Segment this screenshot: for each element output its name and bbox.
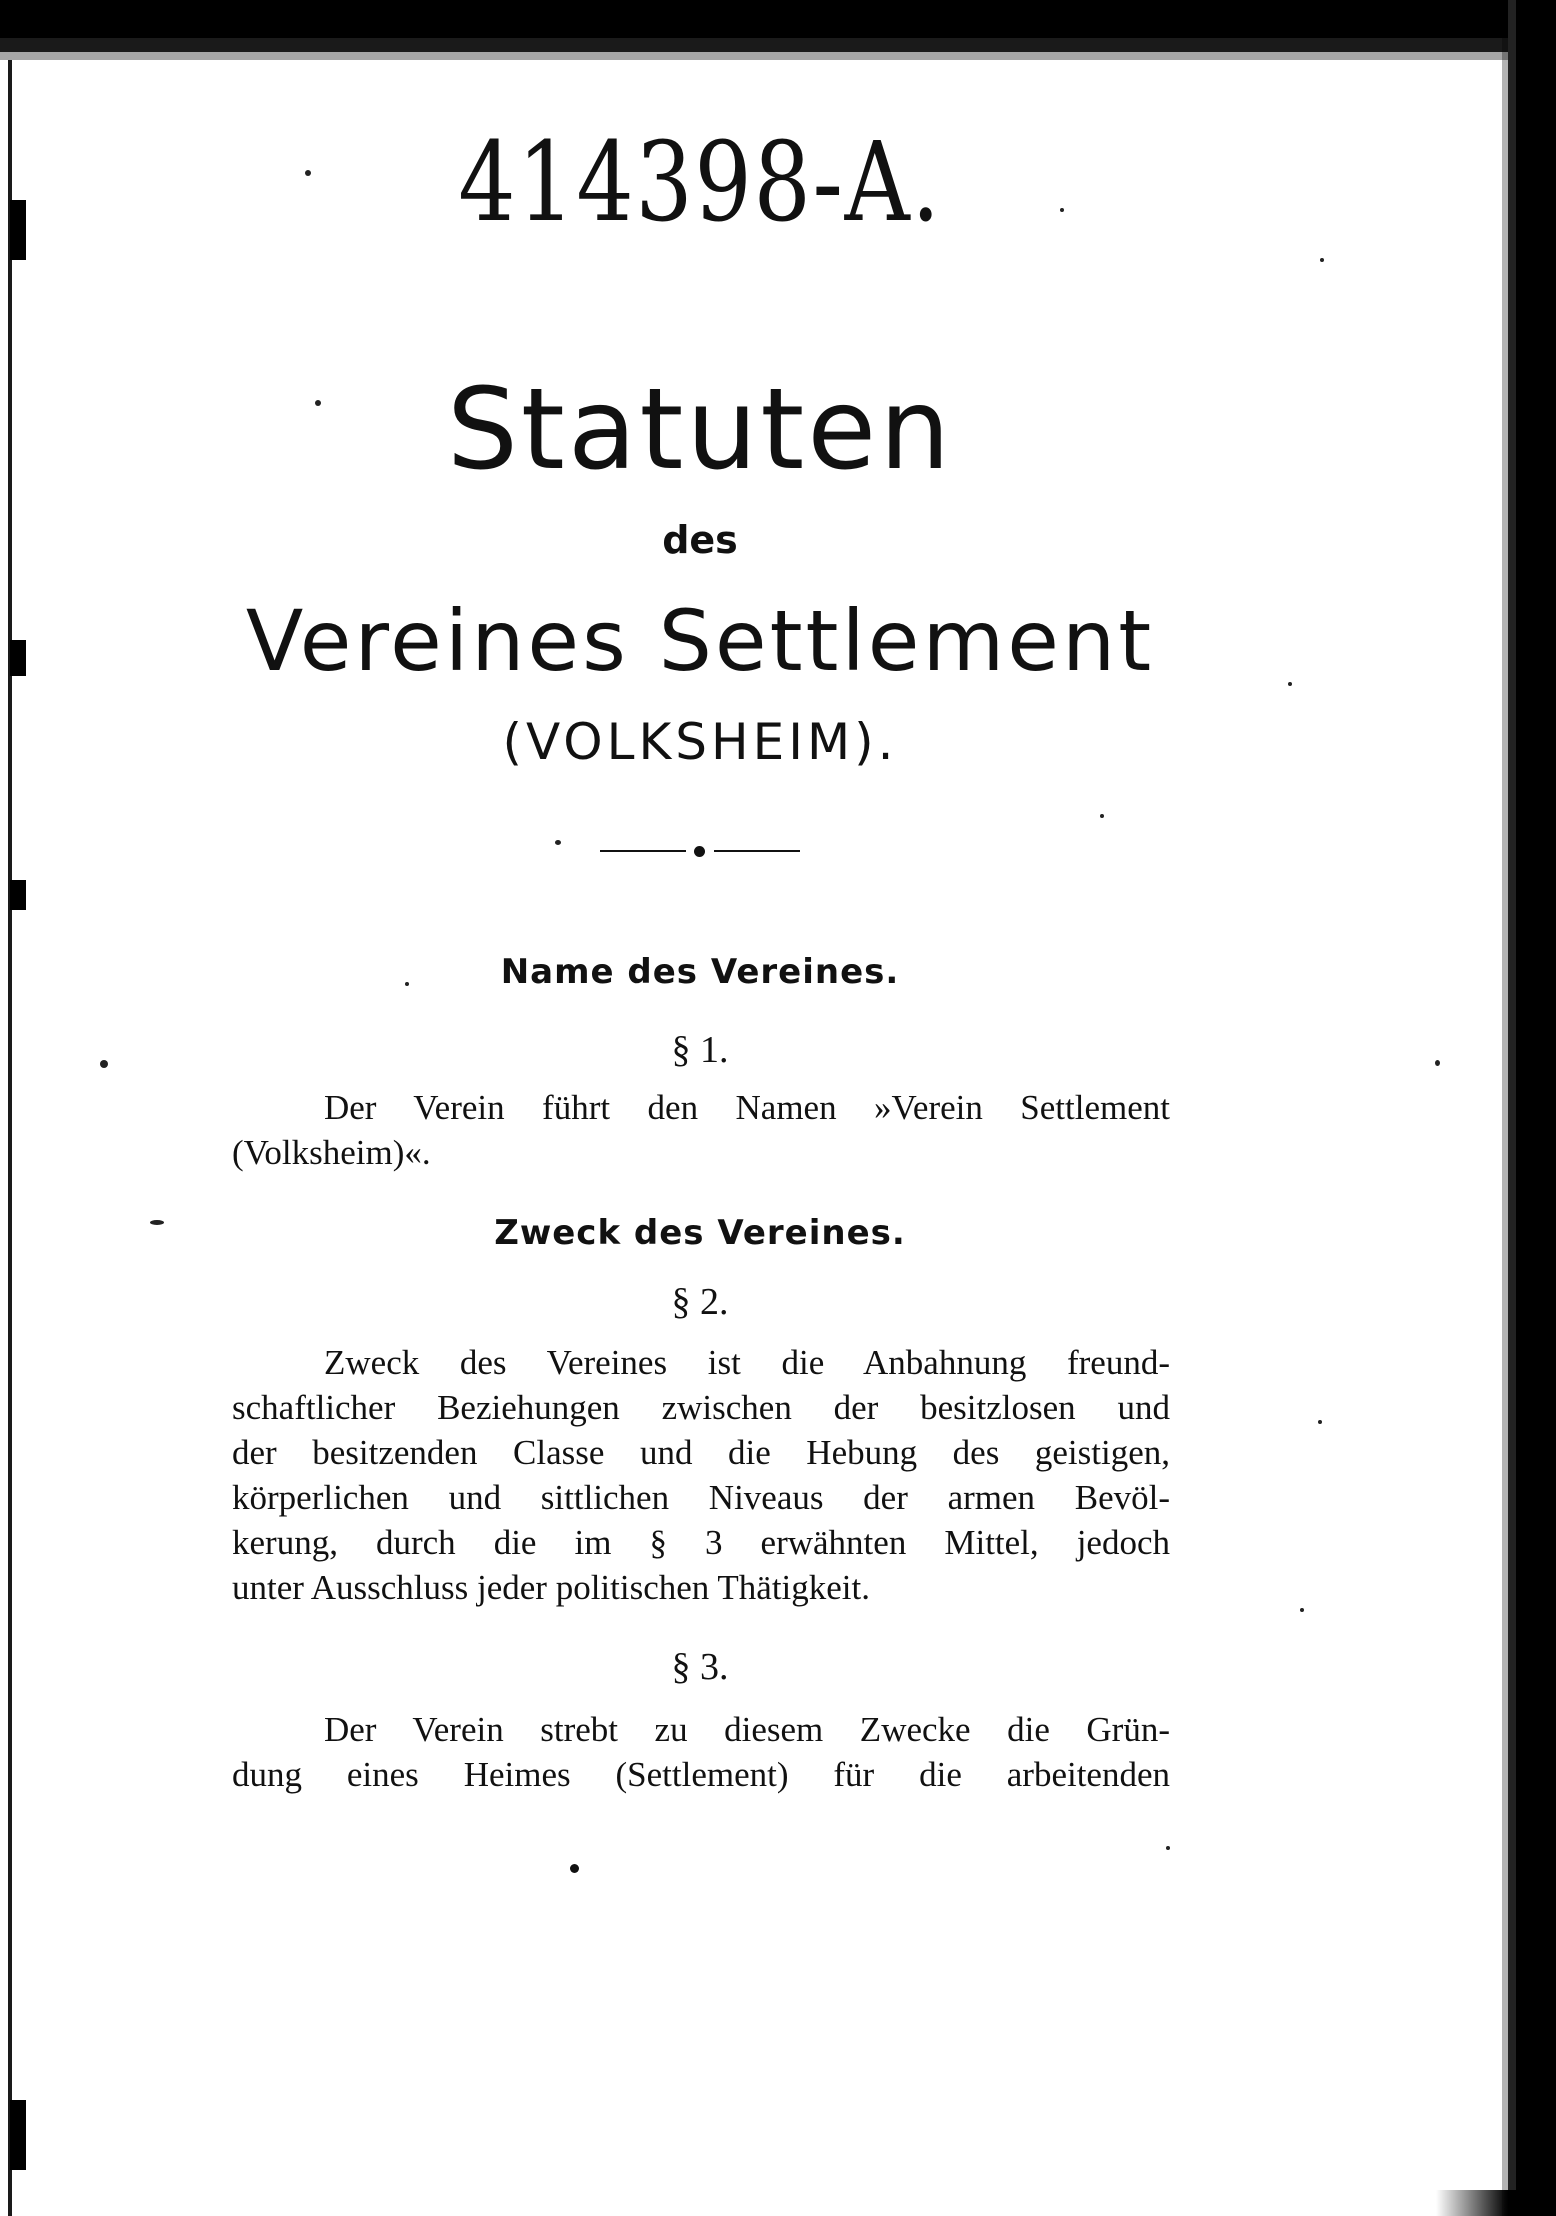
dust-speck xyxy=(1318,1420,1322,1424)
title-connector: des xyxy=(662,518,738,562)
text-line: Der Verein führt den Namen »Verein Settlement xyxy=(324,1088,1170,1127)
text-line: der besitzenden Classe und die Hebung des geistigen, xyxy=(232,1433,1170,1472)
page-dot xyxy=(570,1864,579,1873)
text-line: Zweck des Vereines ist die Anbahnung freund- xyxy=(324,1343,1170,1382)
text-line: dung eines Heimes (Settlement) für die arbeitenden xyxy=(232,1755,1170,1794)
scan-right-edge xyxy=(1496,0,1556,2216)
ornament-dot xyxy=(694,846,705,857)
scan-left-mark xyxy=(10,200,26,260)
text-line: Der Verein strebt zu diesem Zwecke die Grün- xyxy=(324,1710,1170,1749)
text-line: (Volksheim)«. xyxy=(232,1133,431,1172)
text-line: körperlichen und sittlichen Niveaus der armen Bevöl- xyxy=(232,1478,1170,1517)
section-1-heading: Name des Vereines. xyxy=(500,952,900,992)
dust-speck xyxy=(1166,1846,1170,1850)
dust-speck xyxy=(1320,258,1324,262)
document-title: Statuten xyxy=(446,365,954,495)
scan-bottom-edge xyxy=(1436,2190,1556,2216)
section-2-heading: Zweck des Vereines. xyxy=(494,1213,906,1253)
text-line: schaftlicher Beziehungen zwischen der besitzlosen und xyxy=(232,1388,1170,1427)
archive-number-stamp: 414398-A. xyxy=(458,118,942,246)
section-3-paragraph-sign: § 3. xyxy=(671,1646,729,1688)
ornament-line xyxy=(600,850,686,852)
scan-top-edge xyxy=(0,0,1556,70)
scan-left-mark xyxy=(10,2100,26,2170)
section-2-text xyxy=(232,1340,1170,1610)
divider-ornament xyxy=(600,848,800,854)
ornament-line xyxy=(714,850,800,852)
section-1-paragraph-sign: § 1. xyxy=(671,1029,729,1071)
dust-speck xyxy=(1100,814,1104,818)
association-subtitle: (VOLKSHEIM). xyxy=(502,713,898,771)
section-1-text xyxy=(232,1085,1170,1175)
dust-speck xyxy=(555,840,561,845)
dust-speck xyxy=(1300,1608,1304,1612)
text-line: unter Ausschluss jeder politischen Thätigkeit. xyxy=(232,1568,870,1607)
scan-left-mark xyxy=(10,880,26,910)
dust-speck xyxy=(1435,1060,1440,1066)
association-name: Vereines Settlement xyxy=(245,592,1155,690)
section-3-text xyxy=(232,1707,1170,1797)
section-2-paragraph-sign: § 2. xyxy=(671,1281,729,1323)
text-line: kerung, durch die im § 3 erwähnten Mittel, jedoch xyxy=(232,1523,1170,1562)
